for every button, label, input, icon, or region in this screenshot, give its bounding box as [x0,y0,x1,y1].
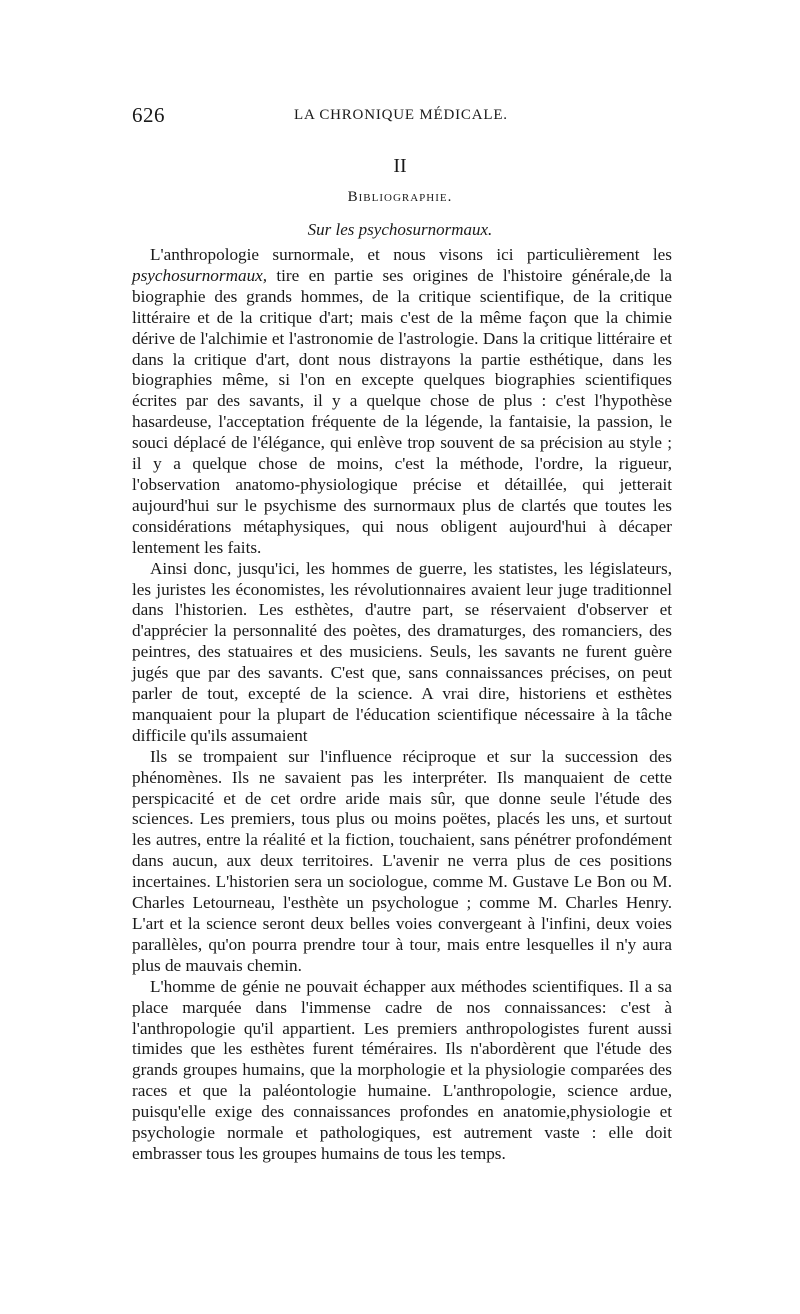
section-title: Bibliographie. [347,189,453,205]
paragraph [132,245,672,559]
paragraph-text: Ainsi donc, jusqu'ici, les hommes de guerre, les statistes, les législateurs, les juristes les économistes, les révolutionnaires avaient leur juge traditionnel dans l'historien. Les esthètes, d'autre part, se réservaient d'observer et d'apprécier la personnalité des poètes, des dramaturges, des romanciers, des peintres, des statuaires et des musiciens. Seuls, les savants ne furent guère jugés que par des savants. C'est que, sans connaissances précises, on peut parler de tout, excepté de la science. A vrai dire, historiens et esthètes manquaient pour la plupart de l'éducation scientifique nécessaire à la tâche difficile qu'ils assumaient [132,558,672,745]
page-number: 626 [132,103,165,127]
paragraph [132,559,672,747]
section-number: II [393,155,407,177]
paragraph [132,977,672,1165]
paragraph-text: Ils se trompaient sur l'influence réciproque et sur la succession des phénomènes. Ils ne savaient pas les interpréter. Ils manquaient de cette perspicacité et de cet ordre aride mais sûr, que donne seule l'étude des sciences. Les premiers, tous plus ou moins poëtes, placés les uns, et surtout les autres, entre la réalité et la fiction, touchaient, sans pénétrer profondément dans aucun, aux deux territoires. L'avenir ne verra plus de ces positions incertaines. L'historien sera un sociologue, comme M. Gustave Le Bon ou M. Charles Letourneau, l'esthète un psychologue ; comme M. Charles Henry. L'art et la science seront deux belles voies convergeant à l'infini, deux voies parallèles, qu'on pourra prendre tour à tour, mais entre lesquelles il n'y aura plus de mauvais chemin. [132,746,672,975]
body-text [132,245,672,1165]
paragraph-text: L'homme de génie ne pouvait échapper aux méthodes scientifiques. Il a sa place marquée dans l'immense cadre de nos connaissances: c'est à l'anthropologie qu'il appartient. Les premiers anthropologistes furent aussi timides que les esthètes furent téméraires. Ils n'abordèrent que l'étude des grands groupes humains, que la morphologie et la physiologie comparées des races et que la paléontologie humaine. L'anthropologie, science ardue, puisqu'elle exige des connaissances profondes en anatomie,physiologie et psychologie normale et pathologiques, est autrement vaste : elle doit embrasser tous les groupes humains de tous les temps. [132,976,672,1163]
paragraph-text-italic: psychosurnormaux, [132,265,268,285]
journal-title: LA CHRONIQUE MÉDICALE. [294,107,508,123]
subsection-title: Sur les psychosurnormaux. [307,220,493,239]
paragraph [132,747,672,977]
running-head [132,103,672,133]
paragraph-text: tire en partie ses origines de l'histoire générale,de la biographie des grands hommes, de la critique scientifique, de la critique littéraire et de la critique d'art; mais c'est de la même façon que la chimie dérive de l'alchimie et l'astronomie de l'astrologie. Dans la critique littéraire et dans la critique d'art, dont nous distrayons la partie esthétique, dans les biographies même, si l'on en excepte quelques biographies scientifiques écrites par des savants, il y a quelque chose de plus : c'est l'hypothèse hasardeuse, l'acceptation fréquente de la légende, la fantaisie, la passion, le souci déplacé de l'élégance, qui enlève trop souvent de sa précision au style ; il y a quelque chose de moins, c'est la méthode, l'ordre, la rigueur, l'observation anatomo-physiologique précise et détaillée, qui jetterait aujourd'hui sur le psychisme des surnormaux plus de clartés que toutes les considérations métaphysiques, qui nous obligent aujourd'hui à décaper lentement les faits. [132,265,672,557]
paragraph-text: L'anthropologie surnormale, et nous visons ici particulièrement les [150,245,672,264]
